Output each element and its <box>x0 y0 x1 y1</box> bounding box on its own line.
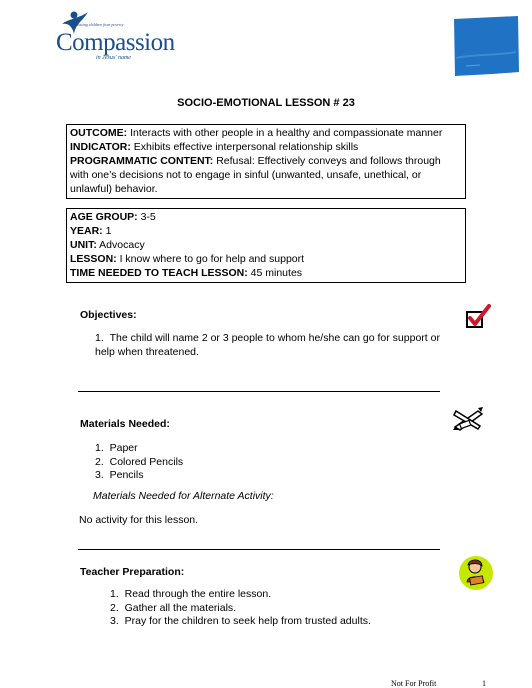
lesson-label: LESSON: <box>70 253 117 265</box>
indicator-label: INDICATOR: <box>70 141 131 153</box>
outcome-text: Interacts with other people in a healthy and compassionate manner <box>127 127 443 139</box>
age-line <box>70 210 462 224</box>
teacher-prep-text: Pray for the children to seek help from trusted adults. <box>124 615 371 627</box>
lesson-line <box>70 252 462 266</box>
time-label: TIME NEEDED TO TEACH LESSON: <box>70 267 248 279</box>
outcome-line <box>70 126 462 140</box>
logo-tagline: Releasing children from poverty <box>72 22 124 27</box>
teacher-prep-item <box>110 615 371 629</box>
child-reading-icon <box>458 555 494 591</box>
teacher-prep-text: Gather all the materials. <box>124 601 237 614</box>
materials-text: Pencils <box>109 469 144 481</box>
year-label: YEAR: <box>70 225 103 237</box>
logo-wordmark: Compassion <box>56 29 175 56</box>
page-number: 1 <box>482 679 486 688</box>
logo-subtitle: in Jesus' name <box>96 55 131 61</box>
objective-item <box>95 332 445 359</box>
materials-item <box>95 442 183 456</box>
objectives-heading: Objectives: <box>80 309 137 321</box>
teacher-prep-text: Read through the entire lesson. <box>124 588 272 600</box>
footer-label: Not For Profit <box>391 679 437 688</box>
lesson-value: I know where to go for help and support <box>116 253 305 265</box>
alt-materials-text: No activity for this lesson. <box>79 514 199 526</box>
teacher-prep-item <box>110 602 371 616</box>
unit-line <box>70 238 462 252</box>
materials-list <box>95 442 183 483</box>
materials-text: Colored Pencils <box>109 455 184 468</box>
time-line <box>70 266 462 280</box>
age-value: 3-5 <box>137 211 156 223</box>
time-value: 45 minutes <box>247 267 303 279</box>
teacher-prep-num: 1. <box>110 588 119 600</box>
age-label: AGE GROUP: <box>70 211 138 223</box>
unit-label: UNIT: <box>70 239 97 251</box>
divider-2 <box>78 549 440 550</box>
year-line <box>70 224 462 238</box>
materials-item <box>95 456 183 470</box>
teacher-prep-heading: Teacher Preparation: <box>80 566 185 578</box>
indicator-line <box>70 140 462 154</box>
blue-patch-decoration <box>452 16 520 76</box>
outcome-label: OUTCOME: <box>70 127 128 139</box>
content-label: PROGRAMMATIC CONTENT: <box>70 155 214 167</box>
materials-text: Paper <box>109 442 138 454</box>
content-text: Refusal: Effectively conveys and follows through with one’s decisions not to engage in sinful (unwanted, unsafe, unethical, or unlawful) behavior. <box>70 155 441 195</box>
unit-value: Advocacy <box>96 239 145 251</box>
alt-materials-heading: Materials Needed for Alternate Activity: <box>93 490 274 502</box>
materials-item <box>95 469 183 483</box>
checkbox-check-icon <box>465 304 491 330</box>
materials-num: 2. <box>95 455 104 468</box>
indicator-text: Exhibits effective interpersonal relationship skills <box>130 141 359 153</box>
objective-num: 1. <box>95 332 104 344</box>
objective-text: The child will name 2 or 3 people to whom he/she can go for support or help when threatened. <box>95 332 440 358</box>
outcome-box <box>66 124 466 199</box>
teacher-prep-item <box>110 588 371 602</box>
pencils-icon <box>452 405 486 431</box>
materials-heading: Materials Needed: <box>80 418 170 430</box>
lesson-info-box <box>66 208 466 283</box>
teacher-prep-list <box>110 588 371 629</box>
year-value: 1 <box>102 225 112 237</box>
lesson-title: SOCIO-EMOTIONAL LESSON # 23 <box>177 97 355 109</box>
teacher-prep-num: 2. <box>110 601 119 614</box>
materials-num: 1. <box>95 442 104 454</box>
materials-num: 3. <box>95 469 104 481</box>
content-line <box>70 154 462 196</box>
teacher-prep-num: 3. <box>110 615 119 627</box>
divider-1 <box>78 391 440 392</box>
